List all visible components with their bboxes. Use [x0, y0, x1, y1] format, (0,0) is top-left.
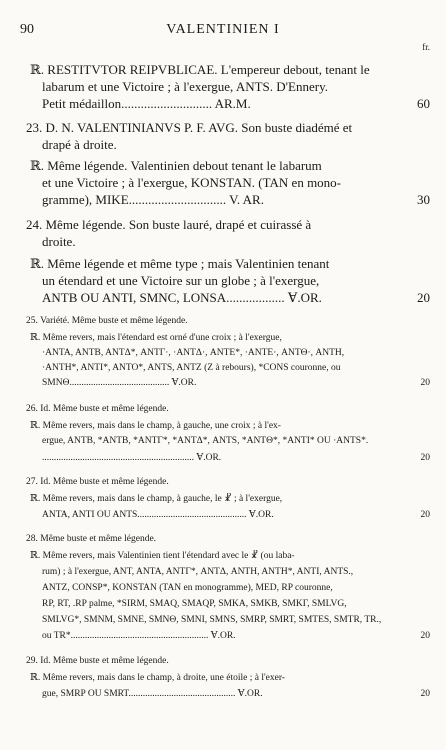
- entry-line: 26. Id. Même buste et même légende.: [26, 404, 169, 414]
- entry-value: 20: [420, 378, 430, 388]
- entry-line: ℝ. Même revers, mais dans le champ, à gauche, une croix ; à l'ex-: [30, 421, 281, 431]
- entry-value: 20: [420, 510, 430, 520]
- entry-line: ................................................................ Ɐ.OR.: [42, 453, 222, 463]
- page-title: VALENTINIEN I: [166, 22, 280, 37]
- entry-line: ANTZ, CONSP*, KONSTAN (TAN en monogramme), MED, RP couronne,: [42, 583, 333, 593]
- entry-line: droite.: [42, 234, 76, 249]
- entry-line: Petit médaillon............................ AR.M.: [42, 96, 251, 111]
- entry-line: 24. Même légende. Son buste lauré, drapé et cuirassé à: [26, 217, 312, 232]
- entry-line: ℝ. Même revers, mais Valentinien tient l'étendard avec le ☧ (ou laba-: [30, 551, 295, 561]
- entry-line: 25. Variété. Même buste et même légende.: [26, 316, 188, 326]
- entry-line: 27. Id. Même buste et même légende.: [26, 477, 169, 487]
- entry-value: 20: [417, 290, 430, 305]
- entry-line: ANTB OU ANTI, SMNC, LONSA.................. Ɐ.OR.: [42, 290, 322, 305]
- entry-line: labarum et une Victoire ; à l'exergue, ANTS. D'Ennery.: [42, 79, 328, 94]
- entry-value: 30: [417, 192, 430, 207]
- entry-line: ℝ. Même revers, mais dans le champ, à gauche, le ☧ ; à l'exergue,: [30, 494, 283, 504]
- entry-line: ℝ. Même légende et même type ; mais Valentinien tenant: [30, 256, 330, 271]
- entry-line: ℝ. RESTITVTOR REIPVBLICAE. L'empereur debout, tenant le: [30, 62, 370, 77]
- entry-line: un étendard et une Victoire sur un globe ; à l'exergue,: [42, 273, 320, 288]
- entry-line: ℝ. Même légende. Valentinien debout tenant le labarum: [30, 158, 322, 173]
- entry-line: RP, RT, .RP palme, *SIRM, SMAQ, SMAQP, SMKA, SMKB, SMKΓ, SMLVG,: [42, 599, 347, 609]
- entry-line: ℝ. Même revers, mais dans le champ, à droite, une étoile ; à l'exer-: [30, 673, 286, 683]
- entry-line: ℝ. Même revers, mais l'étendard est orné d'une croix ; à l'exergue,: [30, 333, 282, 343]
- entry-value: 20: [420, 689, 430, 699]
- column-label: fr.: [422, 42, 430, 52]
- entry-line: gramme), MIKE.............................. V. AR.: [42, 192, 264, 207]
- entry-line: et une Victoire ; à l'exergue, KONSTAN. (TAN en mono-: [42, 175, 342, 190]
- entry-value: 60: [417, 96, 430, 111]
- entry-line: ·ANTH*, ANTI*, ANTO*, ANTS, ANTZ (Z à rebours), *CONS couronne, ou: [42, 363, 341, 373]
- entry-line: ou TR*.......................................................... Ɐ.OR.: [42, 631, 236, 641]
- entry-line: 29. Id. Même buste et même légende.: [26, 656, 169, 666]
- entry-line: 23. D. N. VALENTINIANVS P. F. AVG. Son buste diadémé et: [26, 120, 353, 135]
- entry-line: SMNΘ.......................................... Ɐ.OR.: [42, 378, 197, 388]
- entry-line: 28. Même buste et même légende.: [26, 534, 157, 544]
- entry-line: ergue, ANTB, *ANTB, *ANTΓ*, *ANTΔ*, ANTS, *ANTΘ*, *ANTI* OU ·ANTS*.: [42, 436, 369, 446]
- page-number: 90: [20, 22, 34, 37]
- entry-line: ·ANTA, ANTB, ANTΔ*, ANTΓ·, ·ANTΔ·, ANTΕ*, ·ANTΕ·, ANTΘ·, ANTH,: [42, 348, 345, 358]
- entry-line: gue, SMRP OU SMRT............................................. Ɐ.OR.: [42, 689, 263, 699]
- entry-line: ANTA, ANTI OU ANTS.............................................. Ɐ.OR.: [42, 510, 274, 520]
- entry-line: rum) ; à l'exergue, ANT, ANTA, ANTΓ*, ANTΔ, ANTH, ANTH*, ANTI, ANTS.,: [42, 567, 354, 577]
- entry-line: SMLVG*, SMNM, SMNE, SMNΘ, SMNI, SMNS, SMRP, SMRT, SMTES, SMTR, TR.,: [42, 615, 382, 625]
- entry-value: 20: [420, 453, 430, 463]
- entry-line: drapé à droite.: [42, 137, 117, 152]
- entry-value: 20: [420, 631, 430, 641]
- page-header: [0, 22, 446, 52]
